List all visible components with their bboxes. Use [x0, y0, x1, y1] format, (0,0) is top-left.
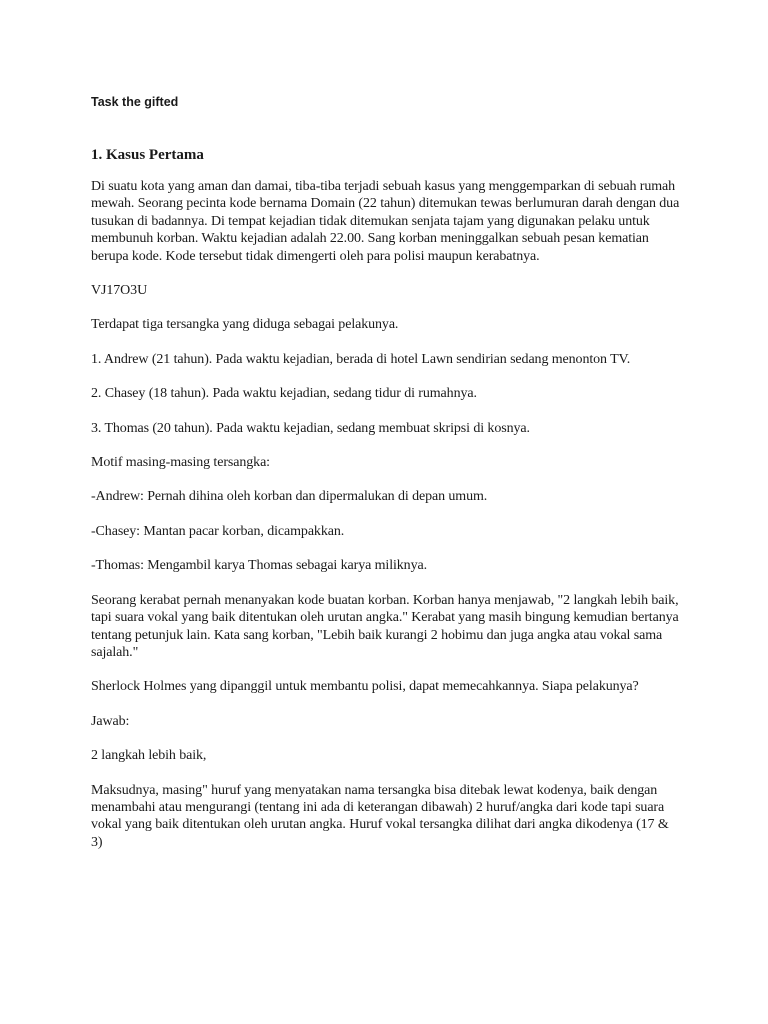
paragraph-motive-andrew: -Andrew: Pernah dihina oleh korban dan dipermalukan di depan umum.	[91, 489, 488, 505]
paragraph-answer-label: Jawab:	[91, 713, 130, 729]
paragraph-suspect-chasey: 2. Chasey (18 tahun). Pada waktu kejadian, sedang tidur di rumahnya.	[91, 386, 477, 402]
paragraph-motive-chasey: -Chasey: Mantan pacar korban, dicampakkan.	[91, 523, 345, 539]
document-page	[91, 94, 681, 868]
paragraph-motives-heading: Motif masing-masing tersangka:	[91, 455, 270, 471]
section-heading: 1. Kasus Pertama	[91, 147, 204, 163]
paragraph-question: Sherlock Holmes yang dipanggil untuk membantu polisi, dapat memecahkannya. Siapa pelakunya?	[91, 679, 639, 695]
paragraph-answer-step: 2 langkah lebih baik,	[91, 748, 207, 764]
document-title: Task the gifted	[91, 95, 179, 109]
paragraph-clue: Seorang kerabat pernah menanyakan kode buatan korban. Korban hanya menjawab, "2 langkah lebih baik, tapi suara vokal yang baik ditentukan oleh urutan angka." Kerabat yang masih bingung kemudian bertanya tentang petunjuk lain. Kata sang korban, "Lebih baik kurangi 2 hobimu dan juga angka atau vokal sama sajalah."	[91, 592, 679, 660]
paragraph-suspect-andrew: 1. Andrew (21 tahun). Pada waktu kejadian, berada di hotel Lawn sendirian sedang menonton TV.	[91, 351, 631, 367]
paragraph-suspect-thomas: 3. Thomas (20 tahun). Pada waktu kejadian, sedang membuat skripsi di kosnya.	[91, 420, 530, 436]
paragraph-case-description: Di suatu kota yang aman dan damai, tiba-tiba terjadi sebuah kasus yang menggemparkan di sebuah rumah mewah. Seorang pecinta kode bernama Domain (22 tahun) ditemukan tewas berlumuran darah dengan dua tusukan di badannya. Di tempat kejadian tidak ditemukan senjata tajam yang digunakan pelaku untuk membunuh korban. Waktu kejadian adalah 22.00. Sang korban meninggalkan sebuah pesan kematian berupa kode. Kode tersebut tidak dimengerti oleh para polisi maupun kerabatnya.	[91, 179, 680, 264]
paragraph-motive-thomas: -Thomas: Mengambil karya Thomas sebagai karya miliknya.	[91, 558, 427, 574]
paragraph-answer-explanation: Maksudnya, masing" huruf yang menyatakan nama tersangka bisa ditebak lewat kodenya, baik dengan menambahi atau mengurangi (tentang ini ada di keterangan dibawah) 2 huruf/angka dari kode tapi suara vokal yang baik ditentukan oleh urutan angka. Huruf vokal tersangka dilihat dari angka dikodenya (17 & 3)	[91, 782, 669, 850]
paragraph-code: VJ17O3U	[91, 283, 148, 299]
paragraph-suspects-intro: Terdapat tiga tersangka yang diduga sebagai pelakunya.	[91, 317, 399, 333]
